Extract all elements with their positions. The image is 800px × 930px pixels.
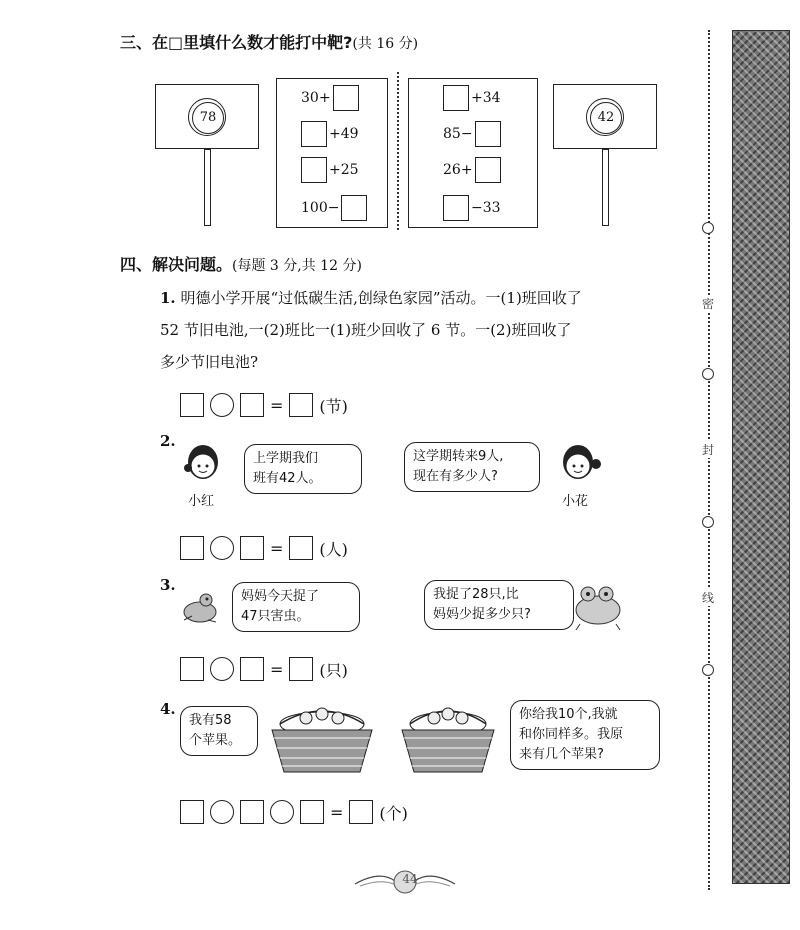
left-row-3-text: +25 (329, 162, 359, 178)
binding-line (708, 30, 710, 890)
operator-circle[interactable] (210, 800, 234, 824)
section3-title: 三、在□里填什么数才能打中靶?(共 16 分) (120, 33, 419, 52)
left-row-2-text: +49 (329, 126, 359, 142)
bubble-line: 我有58 (189, 713, 232, 728)
bubble-line: 个苹果。 (189, 733, 242, 748)
right-row-3-text: 26+ (443, 162, 473, 178)
equals-sign: = (270, 659, 284, 679)
binding-char-mi: 密 (702, 297, 715, 311)
answer-box[interactable] (300, 800, 324, 824)
bubble-line: 这学期转来9人, (413, 449, 504, 464)
answer-box[interactable] (180, 536, 204, 560)
answer-box[interactable] (443, 85, 469, 111)
q1-line1: 明德小学开展“过低碳生活,创绿色家园”活动。一(1)班回收了 (180, 289, 582, 307)
answer-box[interactable] (289, 657, 313, 681)
q1-number: 1. (160, 289, 176, 307)
left-equation-panel (276, 78, 388, 228)
answer-box[interactable] (180, 393, 204, 417)
section4-score: (每题 3 分,共 12 分) (232, 258, 362, 274)
bubble-line: 现在有多少人? (413, 469, 498, 484)
speech-bubble-left (232, 582, 360, 632)
section3-score: (共 16 分) (352, 36, 419, 52)
q1-text (160, 282, 700, 378)
answer-box[interactable] (289, 536, 313, 560)
left-target-value: 78 (192, 102, 224, 134)
right-row-4 (443, 195, 501, 221)
bubble-line: 妈妈今天捉了 (241, 589, 320, 604)
left-row-2 (301, 121, 359, 147)
equals-sign: = (270, 538, 284, 558)
speech-bubble-right (424, 580, 574, 630)
speech-bubble-left (244, 444, 362, 494)
q2-number: 2. (160, 432, 176, 450)
left-row-4 (301, 195, 367, 221)
left-target-sign (155, 84, 259, 224)
operator-circle[interactable] (210, 657, 234, 681)
frog-icon (570, 580, 626, 632)
q1-line2: 52 节旧电池,一(2)班比一(1)班少回收了 6 节。一(2)班回收了 (160, 321, 572, 339)
binding-hole (702, 516, 714, 528)
operator-circle[interactable] (210, 393, 234, 417)
answer-box[interactable] (349, 800, 373, 824)
binding-hole (702, 222, 714, 234)
bubble-line: 班有42人。 (253, 471, 322, 486)
bubble-line: 我捉了28只,比 (433, 587, 519, 602)
q2-equation (180, 533, 348, 563)
answer-box[interactable] (333, 85, 359, 111)
operator-circle[interactable] (270, 800, 294, 824)
right-target-value: 42 (590, 102, 622, 134)
name-xiaohua: 小花 (562, 494, 589, 509)
q3-equation (180, 654, 348, 684)
answer-box[interactable] (240, 800, 264, 824)
bubble-line: 你给我10个,我就 (519, 707, 618, 722)
bubble-line: 妈妈少捉多少只? (433, 607, 531, 622)
equals-sign: = (330, 802, 344, 822)
name-xiaohong: 小红 (188, 494, 215, 509)
answer-box[interactable] (240, 393, 264, 417)
speech-bubble-right (404, 442, 540, 492)
answer-box[interactable] (341, 195, 367, 221)
answer-box[interactable] (301, 157, 327, 183)
answer-box[interactable] (475, 121, 501, 147)
right-row-2 (443, 121, 501, 147)
apple-basket-icon (266, 700, 378, 778)
right-row-1 (443, 85, 501, 111)
q4-equation (180, 797, 408, 827)
bubble-line: 47只害虫。 (241, 609, 310, 624)
q4-number: 4. (160, 700, 176, 718)
right-target-sign (553, 84, 657, 224)
frog-icon (178, 586, 220, 626)
right-row-2-text: 85− (443, 126, 473, 142)
girl-icon (556, 440, 604, 490)
bubble-line: 上学期我们 (253, 451, 319, 466)
operator-circle[interactable] (210, 536, 234, 560)
panel-divider (397, 72, 399, 230)
answer-box[interactable] (475, 157, 501, 183)
answer-box[interactable] (443, 195, 469, 221)
speech-bubble-left (180, 706, 258, 756)
binding-hole (702, 368, 714, 380)
bubble-line: 来有几个苹果? (519, 747, 604, 762)
q1-unit: (节) (319, 396, 348, 416)
page-number: 44 (402, 872, 418, 886)
answer-box[interactable] (180, 800, 204, 824)
binding-char-feng: 封 (702, 443, 715, 457)
right-row-4-text: −33 (471, 200, 501, 216)
section4-title: 四、解决问题。(每题 3 分,共 12 分) (120, 255, 362, 274)
left-row-4-text: 100− (301, 200, 340, 216)
answer-box[interactable] (301, 121, 327, 147)
binding-char-xian: 线 (702, 591, 715, 605)
girl-icon (180, 440, 226, 490)
left-row-1-text: 30+ (301, 90, 331, 106)
answer-box[interactable] (180, 657, 204, 681)
q2-unit: (人) (319, 539, 348, 559)
answer-box[interactable] (240, 657, 264, 681)
q4-unit: (个) (379, 803, 408, 823)
q3-number: 3. (160, 576, 176, 594)
right-row-3 (443, 157, 501, 183)
binding-hole (702, 664, 714, 676)
apple-basket-icon (398, 700, 498, 778)
q1-line3: 多少节旧电池? (160, 353, 259, 371)
q1-equation (180, 390, 348, 420)
answer-box[interactable] (240, 536, 264, 560)
equals-sign: = (270, 395, 284, 415)
left-row-3 (301, 157, 359, 183)
left-row-1 (301, 85, 359, 111)
right-row-1-text: +34 (471, 90, 501, 106)
right-equation-panel (408, 78, 538, 228)
decorative-side-border (732, 30, 790, 884)
speech-bubble-right (510, 700, 660, 770)
q3-unit: (只) (319, 660, 348, 680)
answer-box[interactable] (289, 393, 313, 417)
bubble-line: 和你同样多。我原 (519, 727, 624, 742)
